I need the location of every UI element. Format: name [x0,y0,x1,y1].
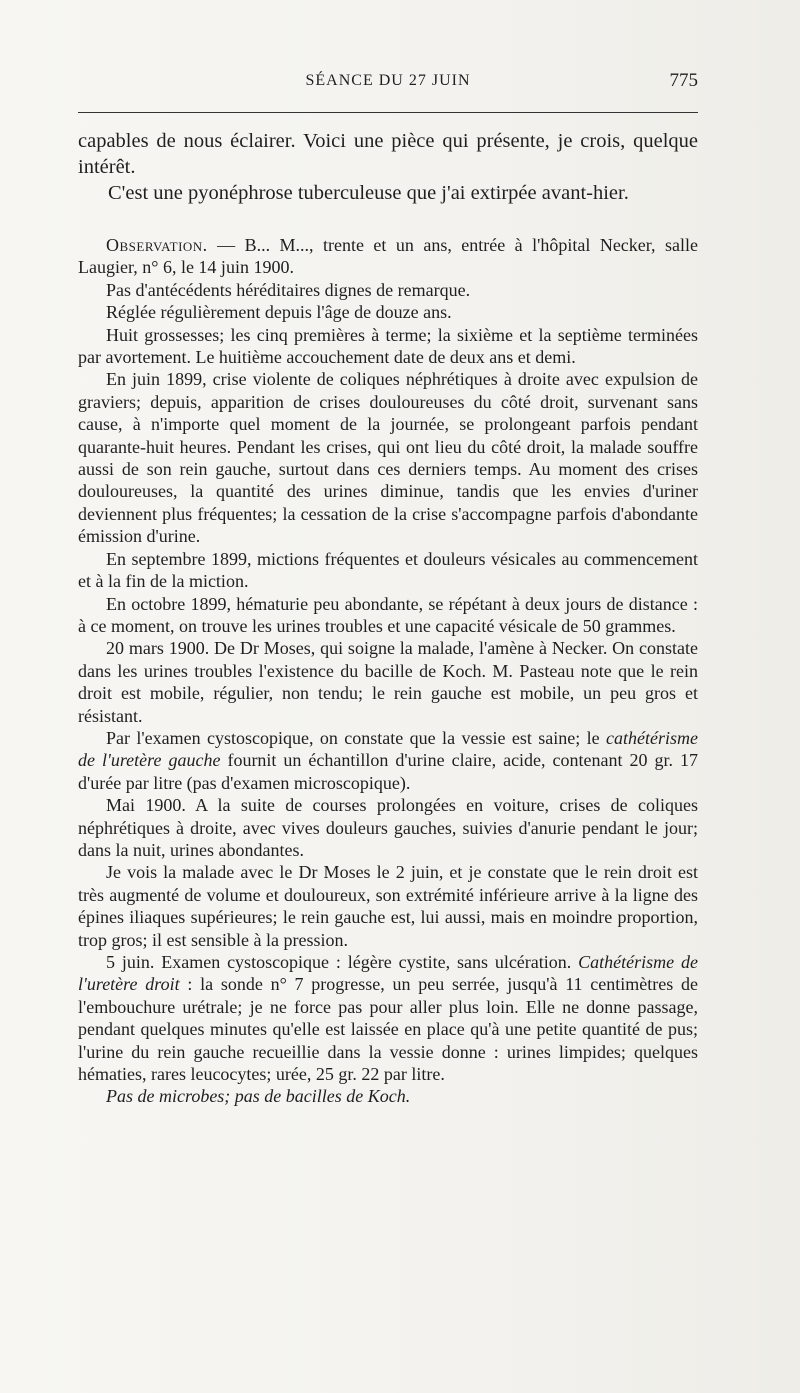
observation-paragraph-11: Je vois la malade avec le Dr Moses le 2 juin, et je constate que le rein droit est très augmenté de volume et douloureux, son extrémité inférieure arrive à la ligne des épines iliaques supérieures; le rein gauche est, lui aussi, mais en moindre proportion, trop gros; il est sensible à la pression. [78,862,698,950]
observation-paragraph-9-a: Par l'examen cystoscopique, on constate que la vessie est saine; le [106,727,607,748]
observation-paragraph-12-a: 5 juin. Examen cystoscopique : légère cystite, sans ulcération. [106,952,579,972]
observation-paragraph-4: Huit grossesses; les cinq premières à terme; la sixième et la septième terminées par avortement. Le huitième accouchement date de deux ans et demi. [78,324,698,368]
observation-section [78,234,698,1108]
observation-conclusion: Pas de microbes; pas de bacilles de Koch. [106,1086,411,1107]
observation-paragraph-8: 20 mars 1900. De Dr Moses, qui soigne la malade, l'amène à Necker. On constate dans les urines troubles l'existence du bacille de Koch. M. Pasteau note que le rein droit est mobile, régulier, non tendu; le rein gauche est mobile, un peu gros et résistant. [78,638,698,726]
observation-paragraph-2: Pas d'antécédents héréditaires dignes de remarque. [106,279,471,300]
observation-paragraph-1 [78,234,698,279]
observation-paragraph-12 [78,951,698,1085]
observation-paragraph-10: Mai 1900. A la suite de courses prolongées en voiture, crises de coliques néphrétiques à droite, avec vives douleurs gauches, suivies d'anurie pendant le jour; dans la nuit, urines abondantes. [78,795,698,860]
intro-paragraph-1: capables de nous éclairer. Voici une pièce qui présente, je crois, quelque intérêt. [78,130,698,178]
observation-paragraph-12-italic: Cathétérisme de l'uretère droit [78,952,698,995]
running-title: SÉANCE DU 27 JUIN [305,72,471,89]
observation-paragraph-9 [78,727,698,794]
observation-paragraph-13 [78,1085,698,1107]
intro-section [78,128,698,206]
observation-paragraph-7: En octobre 1899, hématurie peu abondante, se répétant à deux jours de distance : à ce moment, on trouve les urines troubles et une capacité vésicale de 50 grammes. [78,593,698,636]
observation-paragraph-3: Réglée régulièrement depuis l'âge de douze ans. [106,302,452,323]
body-text [78,128,698,1108]
observation-label: Observation. [106,235,208,255]
observation-paragraph-9-b: fournit un échantillon d'urine claire, acide, contenant 20 gr. 17 d'urée par litre (pas d'examen microscopique). [78,750,698,793]
page-number: 775 [669,70,698,91]
header-rule [78,112,698,113]
observation-paragraph-5: En juin 1899, crise violente de coliques néphrétiques à droite avec expulsion de graviers; depuis, apparition de crises douloureuses du côté droit, survenant sans cause, à n'importe quel moment de la journée, se prolongeant parfois pendant quarante-huit heures. Pendant les crises, qui ont lieu du côté droit, la malade souffre aussi de son rein gauche, surtout dans ces derniers temps. Au moment des crises douloureuses, la quantité des urines diminue, tandis que les envies d'uriner deviennent plus fréquentes; la cessation de la crise s'accompagne parfois d'abondante émission d'urine. [78,369,698,547]
observation-paragraph-12-b: : la sonde n° 7 progresse, un peu serrée, jusqu'à 11 centimètres de l'embouchure urétrale; je ne force pas pour aller plus loin. Elle ne donne passage, pendant quelques minutes qu'elle est laissée en place qu'à une petite quantité de pus; l'urine du rein gauche recueillie dans la vessie donne : urines limpides; quelques hématies, rares leucocytes; urée, 25 gr. 22 par litre. [78,974,698,1085]
observation-paragraph-1-text: — B... M..., trente et un ans, entrée à l'hôpital Necker, salle Laugier, n° 6, le 14 juin 1900. [78,235,698,278]
observation-paragraph-6: En septembre 1899, mictions fréquentes et douleurs vésicales au commencement et à la fin de la miction. [78,548,698,592]
observation-paragraph-9-italic: cathétérisme de l'uretère gauche [78,727,698,771]
page-header [78,70,698,96]
intro-paragraph-2: C'est une pyonéphrose tuberculeuse que j'ai extirpée avant-hier. [108,182,629,204]
